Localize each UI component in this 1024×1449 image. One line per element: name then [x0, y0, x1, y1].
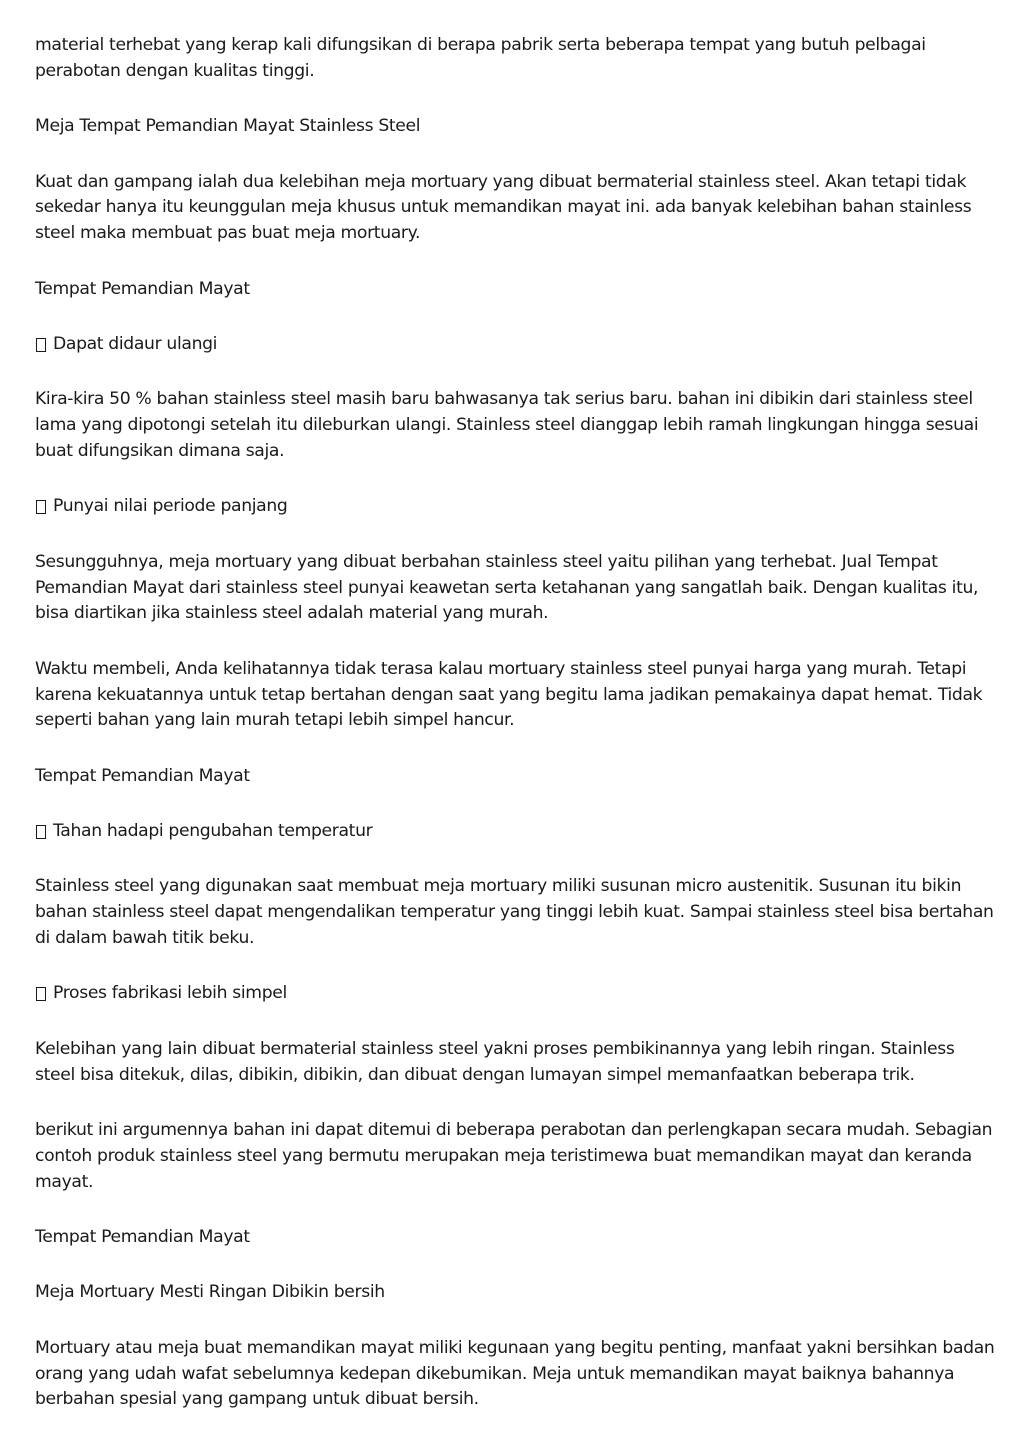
- section-heading: Tempat Pemandian Mayat: [35, 765, 250, 786]
- bullet-item-text: Punyai nilai periode panjang: [53, 496, 288, 517]
- missing-glyph-box-icon: [36, 500, 46, 514]
- paragraph: Kelebihan yang lain dibuat bermaterial stainless steel yakni proses pembikinannya yang lebih ringan. Stainless steel bisa ditekuk, dilas, dibikin, dibikin, dan dibuat dengan lumayan simpel memanfaatkan beberapa trik.: [35, 1038, 955, 1085]
- section-heading: Meja Mortuary Mesti Ringan Dibikin bersih: [35, 1282, 385, 1303]
- bullet-item: [35, 332, 995, 358]
- paragraph: Kuat dan gampang ialah dua kelebihan meja mortuary yang dibuat bermaterial stainless steel. Akan tetapi tidak sekedar hanya itu keunggulan meja khusus untuk memandikan mayat ini. ada banyak kelebihan bahan stainless steel maka membuat pas buat meja mortuary.: [35, 171, 972, 244]
- bullet-item-text: Dapat didaur ulangi: [53, 333, 218, 354]
- missing-glyph-box-icon: [36, 987, 46, 1001]
- paragraph: Mortuary atau meja buat memandikan mayat miliki kegunaan yang begitu penting, manfaat yakni bersihkan badan orang yang udah wafat sebelumnya kedepan dikebumikan. Meja untuk memandikan mayat baiknya bahannya berbahan spesial yang gampang untuk dibuat bersih.: [35, 1337, 995, 1410]
- paragraph: berikut ini argumennya bahan ini dapat ditemui di beberapa perabotan dan perlengkapan secara mudah. Sebagian contoh produk stainless steel yang bermutu merupakan meja teristimewa buat memandikan mayat dan keranda mayat.: [35, 1120, 993, 1192]
- paragraph: material terhebat yang kerap kali difungsikan di berapa pabrik serta beberapa tempat yang butuh pelbagai perabotan dengan kualitas tinggi.: [35, 35, 926, 81]
- paragraph: Waktu membeli, Anda kelihatannya tidak terasa kalau mortuary stainless steel punyai harga yang murah. Tetapi karena kekuatannya untuk tetap bertahan dengan saat yang begitu lama jadikan pemakainya dapat hemat. Tidak seperti bahan yang lain murah tetapi lebih simpel hancur.: [35, 658, 983, 731]
- missing-glyph-box-icon: [36, 825, 46, 839]
- document-body: [35, 33, 995, 1443]
- section-heading: Meja Tempat Pemandian Mayat Stainless Steel: [35, 116, 421, 137]
- paragraph: Kira-kira 50 % bahan stainless steel masih baru bahwasanya tak serius baru. bahan ini dibikin dari stainless steel lama yang dipotongi setelah itu dileburkan ulangi. Stainless steel dianggap lebih ramah lingkungan hingga sesuai buat difungsikan dimana saja.: [35, 389, 979, 461]
- bullet-item: [35, 819, 995, 845]
- bullet-item: [35, 494, 995, 520]
- section-heading: Tempat Pemandian Mayat: [35, 278, 250, 299]
- paragraph: Sesungguhnya, meja mortuary yang dibuat berbahan stainless steel yaitu pilihan yang terhebat. Jual Tempat Pemandian Mayat dari stainless steel punyai keawetan serta ketahanan yang sangatlah baik. Dengan kualitas itu, bisa diartikan jika stainless steel adalah material yang murah.: [35, 551, 979, 624]
- bullet-item-text: Proses fabrikasi lebih simpel: [53, 983, 287, 1004]
- section-heading: Tempat Pemandian Mayat: [35, 1227, 250, 1248]
- bullet-item-text: Tahan hadapi pengubahan temperatur: [53, 821, 373, 842]
- bullet-item: [35, 981, 995, 1007]
- missing-glyph-box-icon: [36, 338, 46, 352]
- paragraph: Stainless steel yang digunakan saat membuat meja mortuary miliki susunan micro austenitik. Susunan itu bikin bahan stainless steel dapat mengendalikan temperatur yang tinggi lebih kuat. Sampai stainless steel bisa bertahan di dalam bawah titik beku.: [35, 876, 994, 949]
